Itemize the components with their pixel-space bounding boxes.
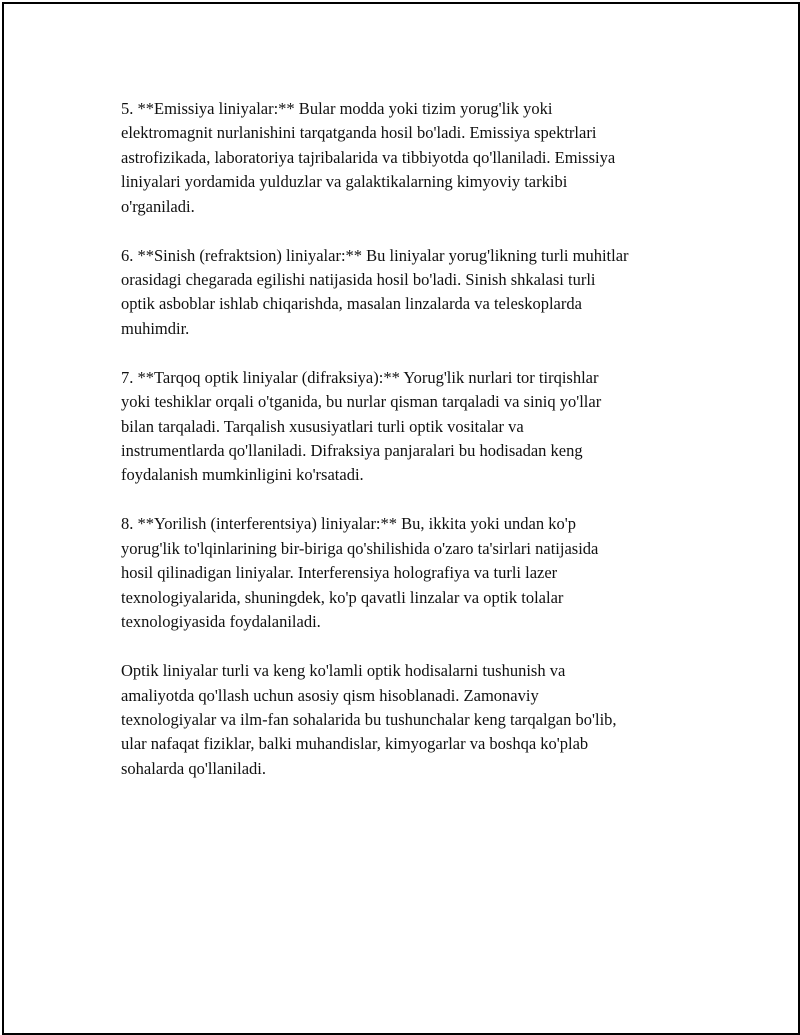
document-body (121, 97, 701, 806)
document-page (2, 2, 800, 1035)
paragraph-refraction-lines: 6. **Sinish (refraktsion) liniyalar:** Bu liniyalar yorug'likning turli muhitlar orasidagi chegarada egilishi natijasida hosil bo'ladi. Sinish shkalasi turli optik asboblar ishlab chiqarishda, masalan linzalarda va teleskoplarda muhimdir. (121, 245, 629, 338)
paragraph-conclusion: Optik liniyalar turli va keng ko'lamli optik hodisalarni tushunish va amaliyotda qo'llash uchun asosiy qism hisoblanadi. Zamonaviy texnologiyalar va ilm-fan sohalarida bu tushunchalar keng tarqalgan bo'lib, ular nafaqat fiziklar, balki muhandislar, kimyogarlar va boshqa ko'plab sohalarda qo'llaniladi. (121, 661, 617, 778)
paragraph-interference-lines: 8. **Yorilish (interferentsiya) liniyalar:** Bu, ikkita yoki undan ko'p yorug'lik to'lqinlarining bir-biriga qo'shilishida o'zaro ta'sirlari natijasida hosil qilinadigan liniyalar. Interferensiya holografiya va turli lazer texnologiyalarida, shuningdek, ko'p qavatli linzalar va optik tolalar texnologiyasida foydalaniladi. (121, 514, 599, 632)
paragraph-emission-lines: 5. **Emissiya liniyalar:** Bular modda yoki tizim yorug'lik yoki elektromagnit nurlanishini tarqatganda hosil bo'ladi. Emissiya spektrlari astrofizikada, laboratoriya tajribalarida va tibbiyotda qo'llaniladi. Emissiya liniyalari yordamida yulduzlar va galaktikalarning kimyoviy tarkibi o'rganiladi. (121, 99, 616, 216)
paragraph-diffraction-lines: 7. **Tarqoq optik liniyalar (difraksiya):** Yorug'lik nurlari tor tirqishlar yoki teshiklar orqali o'tganida, bu nurlar qisman tarqaladi va siniq yo'llar bilan tarqaladi. Tarqalish xususiyatlari turli optik vositalar va instrumentlarda qo'llaniladi. Difraksiya panjaralari bu hodisadan keng foydalanish mumkinligini ko'rsatadi. (121, 367, 602, 485)
